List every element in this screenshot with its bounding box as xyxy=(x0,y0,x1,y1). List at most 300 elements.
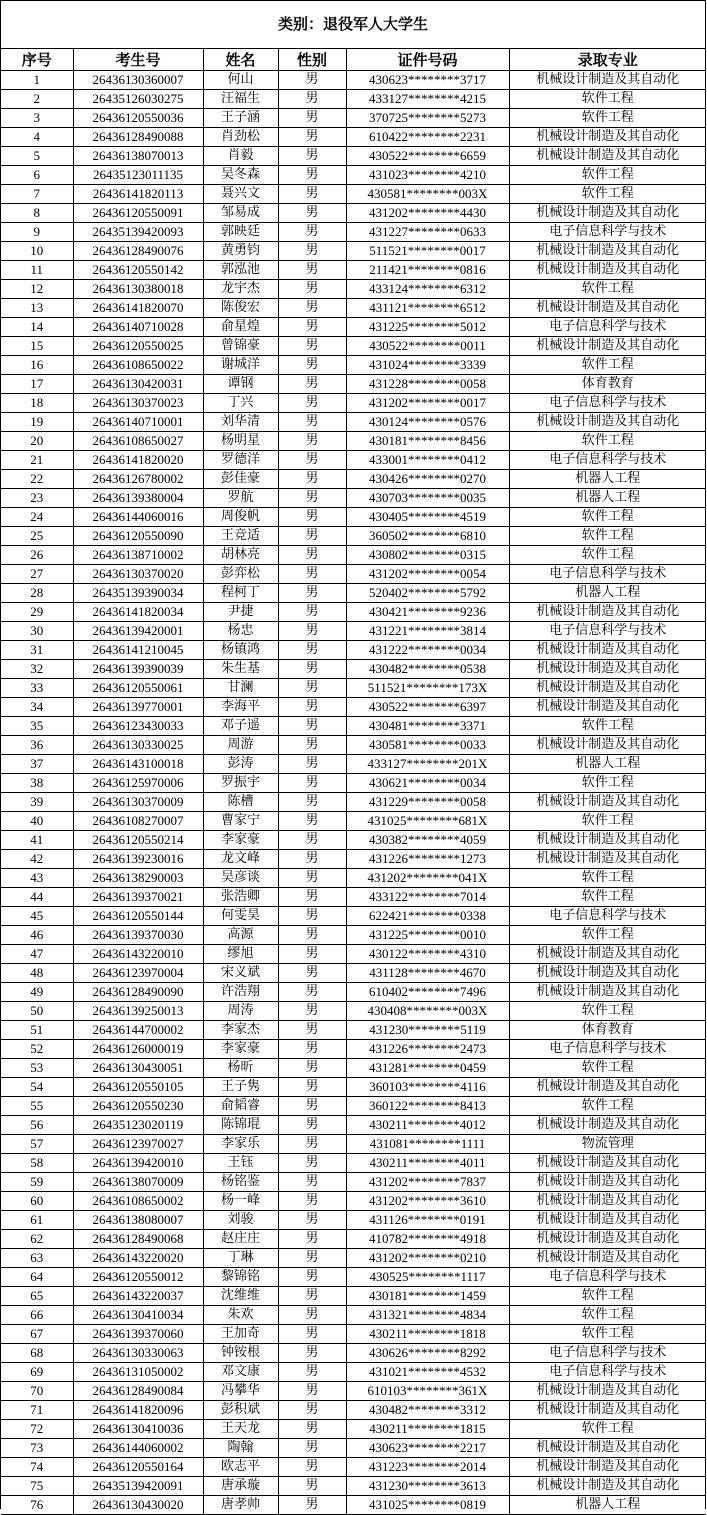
cell-exam-number: 26435139420091 xyxy=(73,1477,203,1496)
cell-gender: 男 xyxy=(278,109,346,128)
cell-major: 机器人工程 xyxy=(509,584,706,603)
cell-id-number: 430408********003X xyxy=(346,1002,509,1021)
cell-index: 72 xyxy=(1,1420,73,1439)
cell-index: 20 xyxy=(1,432,73,451)
header-name: 姓名 xyxy=(203,49,278,71)
cell-name: 赵庄庄 xyxy=(203,1230,278,1249)
cell-gender: 男 xyxy=(278,508,346,527)
cell-index: 50 xyxy=(1,1002,73,1021)
cell-gender: 男 xyxy=(278,1078,346,1097)
table-row xyxy=(1,1458,706,1477)
cell-gender: 男 xyxy=(278,1135,346,1154)
cell-name: 宋义斌 xyxy=(203,964,278,983)
cell-exam-number: 26436123970027 xyxy=(73,1135,203,1154)
cell-exam-number: 26436125970006 xyxy=(73,774,203,793)
cell-exam-number: 26436141820034 xyxy=(73,603,203,622)
cell-id-number: 431081********1111 xyxy=(346,1135,509,1154)
cell-gender: 男 xyxy=(278,1211,346,1230)
cell-index: 6 xyxy=(1,166,73,185)
cell-major: 电子信息科学与技术 xyxy=(509,394,706,413)
cell-exam-number: 26436141820070 xyxy=(73,299,203,318)
cell-name: 龙文峰 xyxy=(203,850,278,869)
cell-exam-number: 26436123430033 xyxy=(73,717,203,736)
cell-index: 21 xyxy=(1,451,73,470)
cell-major: 电子信息科学与技术 xyxy=(509,907,706,926)
cell-index: 75 xyxy=(1,1477,73,1496)
cell-index: 55 xyxy=(1,1097,73,1116)
table-row xyxy=(1,299,706,318)
cell-gender: 男 xyxy=(278,945,346,964)
cell-id-number: 431128********4670 xyxy=(346,964,509,983)
cell-major: 软件工程 xyxy=(509,508,706,527)
cell-name: 李家豪 xyxy=(203,831,278,850)
cell-index: 37 xyxy=(1,755,73,774)
cell-index: 8 xyxy=(1,204,73,223)
cell-index: 3 xyxy=(1,109,73,128)
cell-id-number: 431229********0058 xyxy=(346,793,509,812)
cell-name: 谢城洋 xyxy=(203,356,278,375)
table-row xyxy=(1,261,706,280)
cell-name: 杨明星 xyxy=(203,432,278,451)
cell-id-number: 430522********0011 xyxy=(346,337,509,356)
table-row xyxy=(1,451,706,470)
cell-exam-number: 26436139230016 xyxy=(73,850,203,869)
cell-name: 王子涵 xyxy=(203,109,278,128)
cell-id-number: 431202********7837 xyxy=(346,1173,509,1192)
cell-major: 机械设计制造及其自动化 xyxy=(509,964,706,983)
cell-exam-number: 26435123011135 xyxy=(73,166,203,185)
cell-exam-number: 26435123020119 xyxy=(73,1116,203,1135)
cell-index: 23 xyxy=(1,489,73,508)
cell-exam-number: 26436108650022 xyxy=(73,356,203,375)
cell-major: 软件工程 xyxy=(509,166,706,185)
table-row xyxy=(1,1059,706,1078)
cell-id-number: 430703********0035 xyxy=(346,489,509,508)
cell-gender: 男 xyxy=(278,1059,346,1078)
cell-major: 软件工程 xyxy=(509,356,706,375)
cell-name: 胡林亮 xyxy=(203,546,278,565)
cell-name: 沈维维 xyxy=(203,1287,278,1306)
cell-name: 肖毅 xyxy=(203,147,278,166)
cell-exam-number: 26436143220010 xyxy=(73,945,203,964)
cell-name: 程柯丁 xyxy=(203,584,278,603)
table-row xyxy=(1,1192,706,1211)
table-row xyxy=(1,1401,706,1420)
cell-id-number: 430382********4059 xyxy=(346,831,509,850)
cell-gender: 男 xyxy=(278,1496,346,1515)
cell-id-number: 431121********6512 xyxy=(346,299,509,318)
cell-name: 唐承璇 xyxy=(203,1477,278,1496)
table-row xyxy=(1,812,706,831)
cell-gender: 男 xyxy=(278,394,346,413)
cell-major: 机械设计制造及其自动化 xyxy=(509,698,706,717)
cell-index: 62 xyxy=(1,1230,73,1249)
cell-index: 70 xyxy=(1,1382,73,1401)
cell-exam-number: 26436120550090 xyxy=(73,527,203,546)
cell-index: 58 xyxy=(1,1154,73,1173)
cell-index: 71 xyxy=(1,1401,73,1420)
cell-index: 43 xyxy=(1,869,73,888)
cell-index: 48 xyxy=(1,964,73,983)
table-row xyxy=(1,489,706,508)
cell-name: 杨铭鉴 xyxy=(203,1173,278,1192)
cell-major: 机械设计制造及其自动化 xyxy=(509,1230,706,1249)
cell-id-number: 211421********0816 xyxy=(346,261,509,280)
cell-index: 74 xyxy=(1,1458,73,1477)
table-row xyxy=(1,280,706,299)
cell-id-number: 430623********2217 xyxy=(346,1439,509,1458)
cell-gender: 男 xyxy=(278,584,346,603)
cell-name: 周俊帆 xyxy=(203,508,278,527)
cell-id-number: 433127********4215 xyxy=(346,90,509,109)
cell-major: 机械设计制造及其自动化 xyxy=(509,1439,706,1458)
cell-gender: 男 xyxy=(278,90,346,109)
cell-name: 吴冬森 xyxy=(203,166,278,185)
cell-gender: 男 xyxy=(278,1382,346,1401)
cell-gender: 男 xyxy=(278,964,346,983)
cell-major: 机械设计制造及其自动化 xyxy=(509,337,706,356)
cell-id-number: 430522********6397 xyxy=(346,698,509,717)
cell-major: 软件工程 xyxy=(509,1287,706,1306)
cell-index: 13 xyxy=(1,299,73,318)
cell-name: 陈俊宏 xyxy=(203,299,278,318)
cell-exam-number: 26436143220037 xyxy=(73,1287,203,1306)
cell-id-number: 360122********8413 xyxy=(346,1097,509,1116)
cell-major: 软件工程 xyxy=(509,280,706,299)
cell-index: 52 xyxy=(1,1040,73,1059)
cell-id-number: 430525********1117 xyxy=(346,1268,509,1287)
table-row xyxy=(1,394,706,413)
cell-index: 22 xyxy=(1,470,73,489)
cell-name: 彭弈松 xyxy=(203,565,278,584)
table-row xyxy=(1,717,706,736)
cell-major: 机械设计制造及其自动化 xyxy=(509,945,706,964)
cell-id-number: 430124********0576 xyxy=(346,413,509,432)
cell-id-number: 360502********6810 xyxy=(346,527,509,546)
cell-id-number: 430482********0538 xyxy=(346,660,509,679)
cell-major: 机械设计制造及其自动化 xyxy=(509,204,706,223)
cell-gender: 男 xyxy=(278,755,346,774)
cell-id-number: 410782********4918 xyxy=(346,1230,509,1249)
cell-exam-number: 26436120550036 xyxy=(73,109,203,128)
cell-gender: 男 xyxy=(278,1230,346,1249)
cell-gender: 男 xyxy=(278,546,346,565)
cell-gender: 男 xyxy=(278,622,346,641)
cell-id-number: 520402********5792 xyxy=(346,584,509,603)
cell-id-number: 431202********4430 xyxy=(346,204,509,223)
cell-major: 机械设计制造及其自动化 xyxy=(509,413,706,432)
table-row xyxy=(1,1116,706,1135)
cell-major: 软件工程 xyxy=(509,717,706,736)
table-row xyxy=(1,1496,706,1515)
cell-name: 高源 xyxy=(203,926,278,945)
cell-name: 彭涛 xyxy=(203,755,278,774)
cell-gender: 男 xyxy=(278,831,346,850)
cell-gender: 男 xyxy=(278,280,346,299)
cell-name: 王钰 xyxy=(203,1154,278,1173)
cell-exam-number: 26436120550142 xyxy=(73,261,203,280)
cell-id-number: 433122********7014 xyxy=(346,888,509,907)
sheet-title: 类别：退役军人大学生 xyxy=(1,1,705,49)
cell-gender: 男 xyxy=(278,185,346,204)
cell-name: 邹易成 xyxy=(203,204,278,223)
cell-index: 14 xyxy=(1,318,73,337)
cell-gender: 男 xyxy=(278,299,346,318)
cell-name: 朱欢 xyxy=(203,1306,278,1325)
cell-major: 机械设计制造及其自动化 xyxy=(509,793,706,812)
cell-gender: 男 xyxy=(278,774,346,793)
cell-index: 64 xyxy=(1,1268,73,1287)
cell-index: 9 xyxy=(1,223,73,242)
cell-index: 51 xyxy=(1,1021,73,1040)
cell-major: 机械设计制造及其自动化 xyxy=(509,1382,706,1401)
cell-exam-number: 26436128490076 xyxy=(73,242,203,261)
cell-id-number: 430581********0033 xyxy=(346,736,509,755)
cell-id-number: 430481********3371 xyxy=(346,717,509,736)
cell-major: 软件工程 xyxy=(509,432,706,451)
cell-gender: 男 xyxy=(278,1477,346,1496)
cell-exam-number: 26436126000019 xyxy=(73,1040,203,1059)
cell-id-number: 431223********2014 xyxy=(346,1458,509,1477)
cell-major: 软件工程 xyxy=(509,1306,706,1325)
cell-major: 机器人工程 xyxy=(509,470,706,489)
cell-gender: 男 xyxy=(278,147,346,166)
table-row xyxy=(1,242,706,261)
cell-name: 李家豪 xyxy=(203,1040,278,1059)
cell-name: 罗振宇 xyxy=(203,774,278,793)
cell-name: 罗德洋 xyxy=(203,451,278,470)
cell-index: 54 xyxy=(1,1078,73,1097)
cell-id-number: 430623********3717 xyxy=(346,71,509,90)
table-row xyxy=(1,1325,706,1344)
cell-major: 电子信息科学与技术 xyxy=(509,1363,706,1382)
table-row xyxy=(1,1477,706,1496)
cell-name: 陈槽 xyxy=(203,793,278,812)
cell-id-number: 430621********0034 xyxy=(346,774,509,793)
cell-exam-number: 26436123970004 xyxy=(73,964,203,983)
cell-name: 张浩卿 xyxy=(203,888,278,907)
cell-name: 陶翰 xyxy=(203,1439,278,1458)
cell-index: 15 xyxy=(1,337,73,356)
cell-exam-number: 26436143220020 xyxy=(73,1249,203,1268)
cell-id-number: 430581********003X xyxy=(346,185,509,204)
cell-exam-number: 26436141820113 xyxy=(73,185,203,204)
cell-index: 38 xyxy=(1,774,73,793)
cell-gender: 男 xyxy=(278,337,346,356)
cell-exam-number: 26436139420001 xyxy=(73,622,203,641)
cell-exam-number: 26436120550105 xyxy=(73,1078,203,1097)
cell-major: 机械设计制造及其自动化 xyxy=(509,1458,706,1477)
table-row xyxy=(1,774,706,793)
cell-major: 机械设计制造及其自动化 xyxy=(509,850,706,869)
cell-major: 机械设计制造及其自动化 xyxy=(509,1211,706,1230)
cell-gender: 男 xyxy=(278,812,346,831)
cell-exam-number: 26436120550025 xyxy=(73,337,203,356)
cell-name: 何雯昊 xyxy=(203,907,278,926)
cell-id-number: 610422********2231 xyxy=(346,128,509,147)
cell-major: 机械设计制造及其自动化 xyxy=(509,679,706,698)
cell-id-number: 430405********4519 xyxy=(346,508,509,527)
cell-exam-number: 26436130420031 xyxy=(73,375,203,394)
cell-name: 黎锦铭 xyxy=(203,1268,278,1287)
cell-exam-number: 26436128490088 xyxy=(73,128,203,147)
cell-gender: 男 xyxy=(278,717,346,736)
cell-major: 软件工程 xyxy=(509,527,706,546)
cell-exam-number: 26436120550144 xyxy=(73,907,203,926)
cell-major: 软件工程 xyxy=(509,869,706,888)
cell-name: 郭泓池 xyxy=(203,261,278,280)
cell-index: 29 xyxy=(1,603,73,622)
cell-gender: 男 xyxy=(278,736,346,755)
cell-id-number: 431025********0819 xyxy=(346,1496,509,1515)
cell-id-number: 430626********8292 xyxy=(346,1344,509,1363)
table-row xyxy=(1,926,706,945)
cell-name: 王子隽 xyxy=(203,1078,278,1097)
cell-gender: 男 xyxy=(278,565,346,584)
cell-index: 42 xyxy=(1,850,73,869)
cell-exam-number: 26436140710001 xyxy=(73,413,203,432)
cell-exam-number: 26436120550012 xyxy=(73,1268,203,1287)
table-row xyxy=(1,432,706,451)
cell-id-number: 431221********3814 xyxy=(346,622,509,641)
cell-name: 李家杰 xyxy=(203,1021,278,1040)
cell-major: 软件工程 xyxy=(509,888,706,907)
cell-index: 60 xyxy=(1,1192,73,1211)
cell-name: 俞星煌 xyxy=(203,318,278,337)
table-row xyxy=(1,1268,706,1287)
cell-index: 34 xyxy=(1,698,73,717)
cell-name: 周游 xyxy=(203,736,278,755)
cell-gender: 男 xyxy=(278,1173,346,1192)
cell-exam-number: 26436130370020 xyxy=(73,565,203,584)
table-row xyxy=(1,1420,706,1439)
cell-index: 31 xyxy=(1,641,73,660)
table-row xyxy=(1,1135,706,1154)
table-body xyxy=(1,71,706,1515)
cell-major: 电子信息科学与技术 xyxy=(509,318,706,337)
cell-exam-number: 26436120550061 xyxy=(73,679,203,698)
cell-exam-number: 26436130360007 xyxy=(73,71,203,90)
header-row xyxy=(1,49,706,71)
cell-name: 王竞适 xyxy=(203,527,278,546)
cell-major: 机械设计制造及其自动化 xyxy=(509,736,706,755)
cell-id-number: 511521********173X xyxy=(346,679,509,698)
cell-gender: 男 xyxy=(278,413,346,432)
cell-major: 机械设计制造及其自动化 xyxy=(509,1116,706,1135)
header-exam-number: 考生号 xyxy=(73,49,203,71)
cell-exam-number: 26436144060002 xyxy=(73,1439,203,1458)
cell-name: 何山 xyxy=(203,71,278,90)
cell-gender: 男 xyxy=(278,641,346,660)
table-row xyxy=(1,793,706,812)
cell-name: 陈锦琨 xyxy=(203,1116,278,1135)
table-row xyxy=(1,1287,706,1306)
cell-name: 尹捷 xyxy=(203,603,278,622)
cell-gender: 男 xyxy=(278,1002,346,1021)
table-row xyxy=(1,185,706,204)
cell-index: 4 xyxy=(1,128,73,147)
header-gender: 性别 xyxy=(278,49,346,71)
cell-index: 69 xyxy=(1,1363,73,1382)
cell-index: 12 xyxy=(1,280,73,299)
cell-major: 软件工程 xyxy=(509,1059,706,1078)
cell-index: 11 xyxy=(1,261,73,280)
cell-name: 甘澜 xyxy=(203,679,278,698)
cell-name: 谭钢 xyxy=(203,375,278,394)
cell-id-number: 430211********1818 xyxy=(346,1325,509,1344)
cell-exam-number: 26436130330063 xyxy=(73,1344,203,1363)
cell-index: 66 xyxy=(1,1306,73,1325)
cell-index: 1 xyxy=(1,71,73,90)
cell-gender: 男 xyxy=(278,242,346,261)
cell-id-number: 431228********0058 xyxy=(346,375,509,394)
cell-id-number: 431021********4532 xyxy=(346,1363,509,1382)
cell-gender: 男 xyxy=(278,1344,346,1363)
cell-index: 18 xyxy=(1,394,73,413)
table-row xyxy=(1,1249,706,1268)
cell-index: 59 xyxy=(1,1173,73,1192)
cell-exam-number: 26436138290003 xyxy=(73,869,203,888)
cell-exam-number: 26436138070009 xyxy=(73,1173,203,1192)
cell-id-number: 431321********4834 xyxy=(346,1306,509,1325)
cell-index: 33 xyxy=(1,679,73,698)
cell-major: 机械设计制造及其自动化 xyxy=(509,1401,706,1420)
table-row xyxy=(1,1078,706,1097)
cell-major: 机械设计制造及其自动化 xyxy=(509,660,706,679)
table-row xyxy=(1,1306,706,1325)
cell-id-number: 431202********0017 xyxy=(346,394,509,413)
table-row xyxy=(1,1040,706,1059)
table-row xyxy=(1,470,706,489)
cell-gender: 男 xyxy=(278,1097,346,1116)
cell-index: 32 xyxy=(1,660,73,679)
table-row xyxy=(1,166,706,185)
cell-gender: 男 xyxy=(278,660,346,679)
table-row xyxy=(1,736,706,755)
cell-exam-number: 26436130430020 xyxy=(73,1496,203,1515)
cell-id-number: 433124********6312 xyxy=(346,280,509,299)
cell-major: 机器人工程 xyxy=(509,489,706,508)
cell-id-number: 431230********5119 xyxy=(346,1021,509,1040)
cell-name: 邓子遥 xyxy=(203,717,278,736)
table-row xyxy=(1,869,706,888)
cell-index: 27 xyxy=(1,565,73,584)
cell-index: 16 xyxy=(1,356,73,375)
cell-id-number: 430211********4012 xyxy=(346,1116,509,1135)
cell-index: 41 xyxy=(1,831,73,850)
cell-index: 57 xyxy=(1,1135,73,1154)
cell-index: 10 xyxy=(1,242,73,261)
cell-major: 软件工程 xyxy=(509,109,706,128)
cell-index: 36 xyxy=(1,736,73,755)
cell-exam-number: 26436139370021 xyxy=(73,888,203,907)
cell-exam-number: 26436139380004 xyxy=(73,489,203,508)
cell-major: 软件工程 xyxy=(509,774,706,793)
cell-index: 56 xyxy=(1,1116,73,1135)
cell-major: 机械设计制造及其自动化 xyxy=(509,242,706,261)
cell-id-number: 360103********4116 xyxy=(346,1078,509,1097)
cell-name: 杨一峰 xyxy=(203,1192,278,1211)
table-row xyxy=(1,1230,706,1249)
cell-id-number: 430522********6659 xyxy=(346,147,509,166)
table-row xyxy=(1,318,706,337)
cell-id-number: 430211********1815 xyxy=(346,1420,509,1439)
cell-gender: 男 xyxy=(278,679,346,698)
table-row xyxy=(1,1097,706,1116)
header-index: 序号 xyxy=(1,49,73,71)
table-row xyxy=(1,356,706,375)
cell-gender: 男 xyxy=(278,375,346,394)
